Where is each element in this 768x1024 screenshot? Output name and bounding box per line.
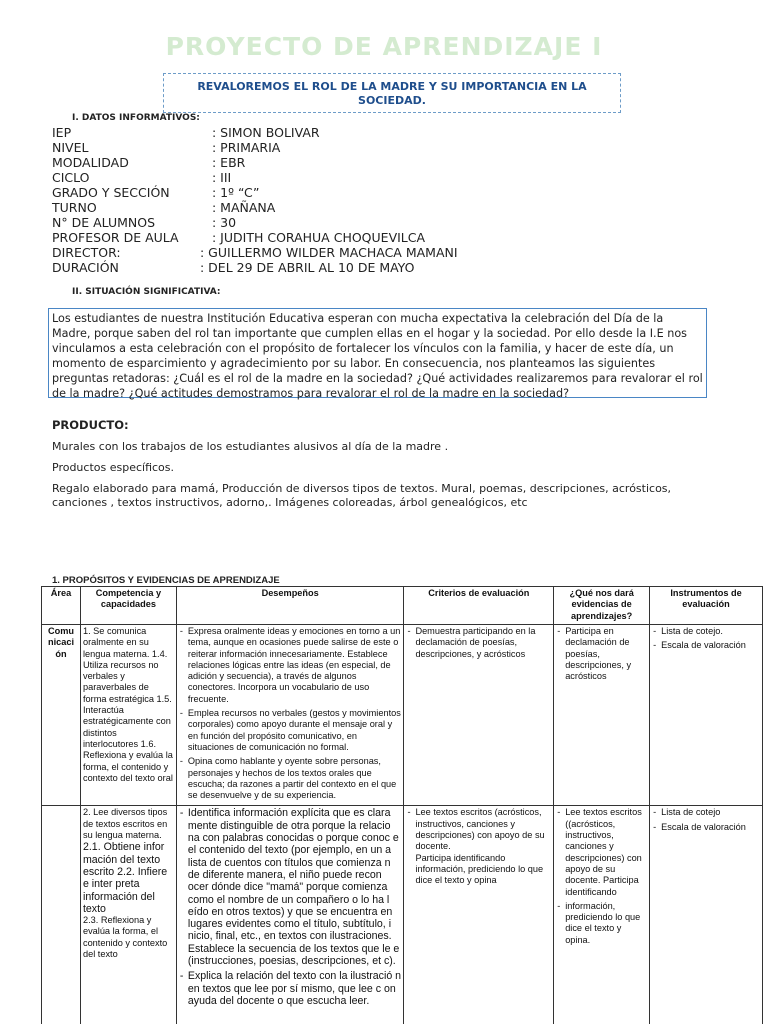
info-label: N° DE ALUMNOS	[52, 215, 156, 230]
desempeno-item: - Identifica información explícita que es clara mente distinguible de otra porque la relacio na con palabras conocidas o porque conoc e el contenido del texto (por ejemplo, en un a lista de cuentos con títulos que comienza n de diferente manera, el niño puede recon ocer dónde dice "mamá" porque comienza como el nombre de un compañero o lo ha l eído en otros textos) y que se encuentra en lugares evidentes como el título, subtítulo, i nicio, final, etc., en textos con ilustraciones. Establece la secuencia de los textos que le e (instrucciones, poesias, descripciones, et c).	[179, 807, 402, 967]
section-datos-heading: I. DATOS INFORMATIVOS:	[72, 113, 200, 123]
regalo-text: Regalo elaborado para mamá, Producción de diversos tipos de textos. Mural, poemas, descripciones, acrósticos, canciones , textos instructivos, adorno,. Imágenes coloreadas, árbol genealógicos, etc	[52, 482, 672, 509]
competencia-cell	[80, 806, 176, 1024]
evidencia-item: - Participa en declamación de poesías, descripciones, y acrósticos	[556, 626, 647, 682]
info-value: : 30	[212, 215, 237, 230]
info-label: TURNO	[52, 200, 97, 215]
info-value: : JUDITH CORAHUA CHOQUEVILCA	[212, 230, 426, 245]
instrumento-item: - Escala de valoración	[652, 822, 760, 833]
area-cell-empty	[42, 806, 81, 1024]
info-value: : DEL 29 DE ABRIL AL 10 DE MAYO	[200, 260, 415, 275]
criterios-cell	[404, 625, 554, 806]
desempeno-item: - Opina como hablante y oyente sobre personas, personajes y hechos de los textos orales que escucha; da razones a partir del contexto en el que se desenvuelve y de su experiencia.	[179, 756, 402, 801]
desempeno-item: - Emplea recursos no verbales (gestos y movimientos corporales) como apoyo durante el mensaje oral y en función del propósito comunicativo, en situaciones de comunicación no formal.	[179, 708, 402, 753]
competencia-text: 2. Lee diversos tipos de textos escritos en su lengua materna.	[82, 807, 168, 841]
competencia-cell: 1. Se comunica oralmente en su lengua materna. 1.4. Utiliza recursos no verbales y paraverbales de forma estratégica 1.5. Interactúa estratégicamente con distintos interlocutores 1.6. Reflexiona y evalúa la forma, el contenido y contexto del texto oral	[80, 625, 176, 806]
info-value: : 1º “C”	[212, 185, 260, 200]
info-label: IEP	[52, 125, 72, 140]
criterios-cell	[404, 806, 554, 1024]
table-row	[42, 806, 763, 1024]
section-situacion-heading: II. SITUACIÓN SIGNIFICATIVA:	[72, 287, 221, 297]
productos-especificos: Productos específicos.	[52, 461, 175, 474]
header-criterios: Criterios de evaluación	[404, 587, 554, 625]
info-label: NIVEL	[52, 140, 89, 155]
desempenos-cell	[176, 625, 404, 806]
table-row	[42, 625, 763, 806]
info-label: GRADO Y SECCIÓN	[52, 185, 170, 200]
info-label: CICLO	[52, 170, 90, 185]
info-label: PROFESOR DE AULA	[52, 230, 179, 245]
table-title: 1. PROPÓSITOS Y EVIDENCIAS DE APRENDIZAJE	[52, 575, 280, 586]
producto-text: Murales con los trabajos de los estudiantes alusivos al día de la madre .	[52, 440, 449, 453]
capacidad-reflexiona: 2.3. Reflexiona y evalúa la forma, el contenido y contexto del texto	[82, 915, 168, 960]
criterio-item: - Lee textos escritos (acrósticos, instructivos, canciones y descripciones) con apoyo de su docente. Participa identificando información, prediciendo lo que dice el texto y opina	[406, 807, 551, 886]
propositos-table	[41, 586, 763, 1024]
header-area: Área	[42, 587, 81, 625]
instrumento-item: - Lista de cotejo	[652, 807, 760, 818]
header-instrumentos: Instrumentos de evaluación	[650, 587, 763, 625]
page-title: PROYECTO DE APRENDIZAJE I	[165, 32, 603, 61]
info-value: : III	[212, 170, 232, 185]
datos-informativos	[52, 125, 652, 277]
info-label: MODALIDAD	[52, 155, 129, 170]
instrumentos-cell	[650, 625, 763, 806]
table-header-row	[42, 587, 763, 625]
situacion-significativa-box: Los estudiantes de nuestra Institución Educativa esperan con mucha expectativa la celebración del Día de la Madre, porque saben del rol tan importante que cumplen ellas en el hogar y la sociedad. Por ello desde la I.E nos vinculamos a esta celebración con el propósito de fortalecer los vínculos con la familia, y hacer de este día, un momento de esparcimiento y agradecimiento por su labor. En consecuencia, nos planteamos las siguientes preguntas retadoras: ¿Cuál es el rol de la madre en la sociedad? ¿Qué actividades realizaremos para revalorar el rol de la madre? ¿Qué actitudes demostramos para revalorar el rol de la madre en la sociedad?	[48, 308, 707, 398]
info-label: DURACIÓN	[52, 260, 119, 275]
info-value: : PRIMARIA	[212, 140, 281, 155]
evidencias-cell	[554, 625, 650, 806]
desempeno-item: - Expresa oralmente ideas y emociones en torno a un tema, aunque en ocasiones puede salirse de este o reiterar información innecesariamente. Establece relaciones lógicas entre las ideas (en especial, de adición y secuencia), a través de algunos conectores. Incorpora un vocabulario de uso frecuente.	[179, 626, 402, 705]
info-value: : MAÑANA	[212, 200, 276, 215]
instrumento-item: - Lista de cotejo.	[652, 626, 760, 637]
header-competencia: Competencia y capacidades	[80, 587, 176, 625]
evidencia-item: - información, prediciendo lo que dice el texto y opina.	[556, 901, 647, 946]
desempenos-cell	[176, 806, 404, 1024]
subtitle-line-2: SOCIEDAD.	[358, 94, 426, 107]
header-evidencias: ¿Qué nos dará evidencias de aprendizajes?	[554, 587, 650, 625]
area-cell: Comu nicaci ón	[42, 625, 81, 806]
instrumentos-cell	[650, 806, 763, 1024]
instrumento-item: - Escala de valoración	[652, 640, 760, 651]
evidencia-item: - Lee textos escritos ((acrósticos, instructivos, canciones y descripciones) con apoyo de su docente. Participa identificando	[556, 807, 647, 897]
info-value: : GUILLERMO WILDER MACHACA MAMANI	[200, 245, 458, 260]
info-value: : EBR	[212, 155, 246, 170]
info-label: DIRECTOR:	[52, 245, 121, 260]
project-subtitle-box	[163, 73, 621, 113]
info-value: : SIMON BOLIVAR	[212, 125, 320, 140]
evidencias-cell	[554, 806, 650, 1024]
criterio-item: - Demuestra participando en la declamación de poesías, descripciones, y acrósticos	[406, 626, 551, 660]
desempeno-item: - Explica la relación del texto con la ilustració n en textos que lee por sí mismo, que lee c on ayuda del docente o que escucha leer.	[179, 970, 402, 1007]
header-desempenos: Desempeños	[176, 587, 404, 625]
subtitle-line-1: REVALOREMOS EL ROL DE LA MADRE Y SU IMPORTANCIA EN LA	[197, 80, 587, 93]
capacidades-text: 2.1. Obtiene infor mación del texto escrito 2.2. Infiere e inter preta información del texto	[82, 841, 168, 915]
producto-heading: PRODUCTO:	[52, 418, 129, 432]
